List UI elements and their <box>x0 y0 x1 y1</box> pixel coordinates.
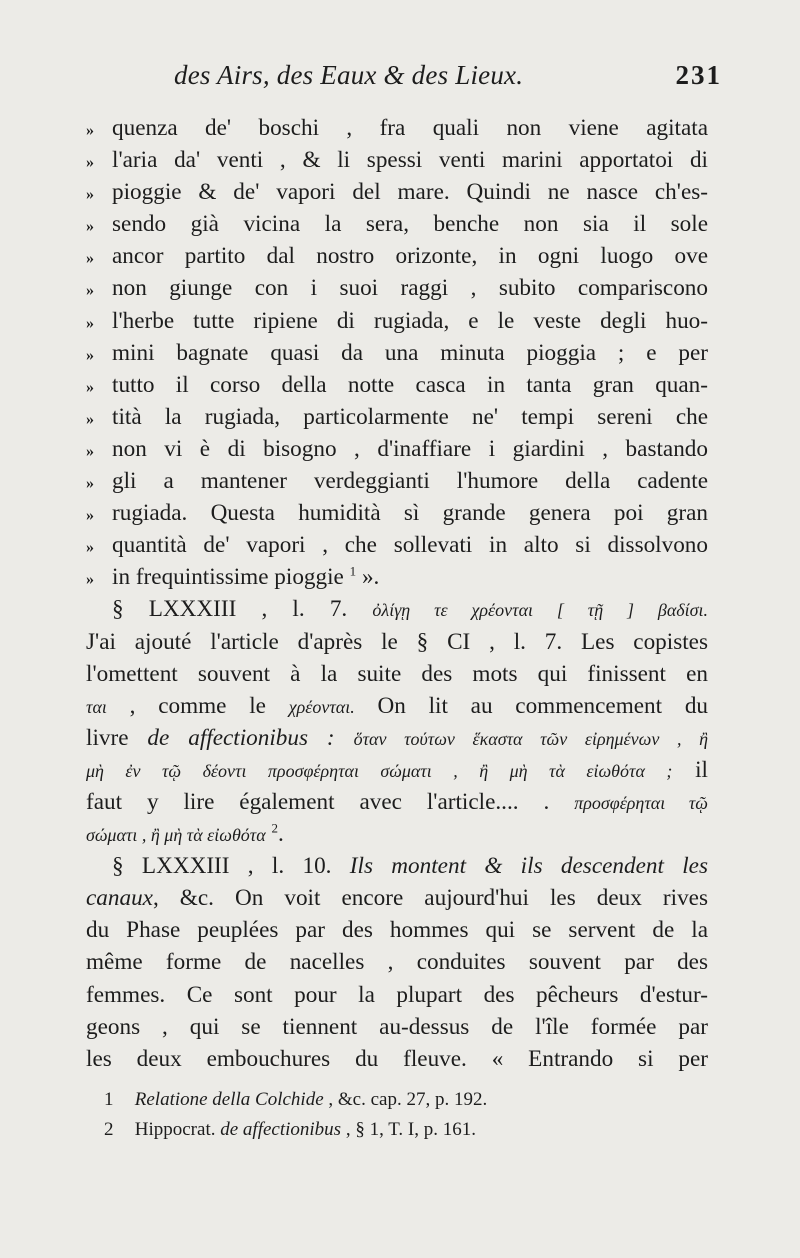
italic-heading: Ils montent & ils descendent les <box>349 853 708 880</box>
footnote-1: 1 Relatione della Colchide , &c. cap. 27, p. 192. <box>104 1085 624 1115</box>
quoted-line: » l'herbe tutte ripiene di rugiada, e le veste degli huo- <box>86 305 708 337</box>
quoted-line: » non giunge con i suoi raggi , subito compariscono <box>86 272 708 304</box>
greek-text: προσφέρηται τῷ <box>574 792 709 813</box>
footnote-ref: 1 <box>349 563 357 579</box>
quoted-line: » non vi è di bisogno , d'inaffiare i giardini , bastando <box>86 433 708 465</box>
section-heading-line <box>86 593 708 625</box>
text-line: ται , comme le χρέονται. On lit au commencement du <box>86 692 709 719</box>
quote-mark: » <box>86 154 94 172</box>
greek-text: μὴ ἐν τῷ δέοντι προσφέρηται σώματι , ἢ μὴ τὰ εἰωθότα ; <box>86 760 673 781</box>
section-heading: § LXXXIII , l. 7. <box>112 596 348 623</box>
quote-mark: » <box>86 475 94 493</box>
italic-title: de affectionibus : <box>147 724 335 751</box>
quoted-line: » ancor partito dal nostro orizonte, in ogni luogo ove <box>86 240 708 272</box>
text-line: livre de affectionibus : ὅταν τούτων ἕκαστα τῶν εἰρημένων , ἢ <box>86 724 709 751</box>
quoted-line: » rugiada. Questa humidità sì grande genera poi gran <box>86 497 708 529</box>
quote-mark: » <box>86 186 94 204</box>
quote-mark: » <box>86 250 94 268</box>
quote-mark: » <box>86 122 94 139</box>
quoted-line: » gli a mantener verdeggianti l'humore della cadente <box>86 465 708 497</box>
text-line: l'omettent souvent à la suite des mots qui finissent en <box>86 660 708 687</box>
quoted-line: » l'aria da' venti , & li spessi venti marini apportatoi di <box>86 144 708 176</box>
italian-quotation <box>86 112 708 593</box>
greek-text: ὀλίγῃ τε χρέονται [ τῇ ] βαδίσι. <box>372 600 708 621</box>
quote-mark: » <box>86 539 94 557</box>
quote-mark: » <box>86 282 94 300</box>
page-number: 231 <box>675 60 722 90</box>
quoted-line: » quenza de' boschi , fra quali non viene agitata <box>86 112 708 144</box>
text-line: même forme de nacelles , conduites souvent par des <box>86 949 708 976</box>
quote-mark: » <box>86 378 94 396</box>
greek-text: ὅταν τούτων ἕκαστα τῶν εἰρημένων , ἢ <box>353 728 709 749</box>
quote-mark: » <box>86 442 94 460</box>
text-line: les deux embouchures du fleuve. « Entrando si per <box>86 1045 708 1072</box>
section-heading-line <box>86 850 708 882</box>
quoted-line: » mini bagnate quasi da una minuta pioggia ; e per <box>86 337 708 369</box>
quoted-line: » in frequintissime pioggie $^1$ ». <box>86 561 708 593</box>
quoted-line: » pioggie & de' vapori del mare. Quindi ne nasce ch'es- <box>86 176 708 208</box>
page-body <box>86 112 708 1075</box>
text-line: J'ai ajouté l'article d'après le § CI , l. 7. Les copistes <box>86 628 708 655</box>
quote-mark: » <box>86 507 94 525</box>
footnote-number: 2 <box>104 1119 114 1140</box>
text-line: faut y lire également avec l'article.... . προσφέρηται τῷ <box>86 788 709 815</box>
footnote-ref: 2 <box>271 820 278 836</box>
section-heading: § LXXXIII , l. 10. <box>112 853 332 880</box>
greek-text: σώματι , ἢ μὴ τὰ εἰωθότα <box>86 825 266 846</box>
greek-text: χρέονται. <box>288 696 355 717</box>
footnote-2: 2 Hippocrat. de affectionibus , § 1, T. I, p. 161. <box>104 1115 624 1145</box>
text-line: canaux, &c. On voit encore aujourd'hui les deux rives <box>86 885 708 912</box>
page-header <box>110 58 720 98</box>
quote-mark: » <box>86 346 94 364</box>
quoted-line: » tutto il corso della notte casca in tanta gran quan- <box>86 369 708 401</box>
quoted-line: » tità la rugiada, particolarmente ne' tempi sereni che <box>86 401 708 433</box>
quote-mark: » <box>86 410 94 428</box>
greek-text: ται <box>86 696 107 717</box>
text-line: μὴ ἐν τῷ δέοντι προσφέρηται σώματι , ἢ μὴ τὰ εἰωθότα ; il <box>86 756 708 783</box>
quote-mark: » <box>86 314 94 332</box>
quoted-line: » quantità de' vapori , che sollevati in alto si dissolvono <box>86 529 708 561</box>
text-line: σώματι , ἢ μὴ τὰ εἰωθότα $^2$. <box>86 820 284 848</box>
text-line: du Phase peuplées par des hommes qui se servent de la <box>86 917 708 944</box>
quote-mark: » <box>86 218 94 236</box>
footnotes <box>104 1085 624 1145</box>
text-line: femmes. Ce sont pour la plupart des pêcheurs d'estur- <box>86 981 708 1008</box>
quote-mark: » <box>86 571 94 589</box>
running-title: des Airs, des Eaux & des Lieux. <box>174 60 524 90</box>
quoted-line: » sendo già vicina la sera, benche non sia il sole <box>86 208 708 240</box>
text-line: geons , qui se tiennent au-dessus de l'île formée par <box>86 1013 708 1040</box>
footnote-number: 1 <box>104 1089 114 1110</box>
